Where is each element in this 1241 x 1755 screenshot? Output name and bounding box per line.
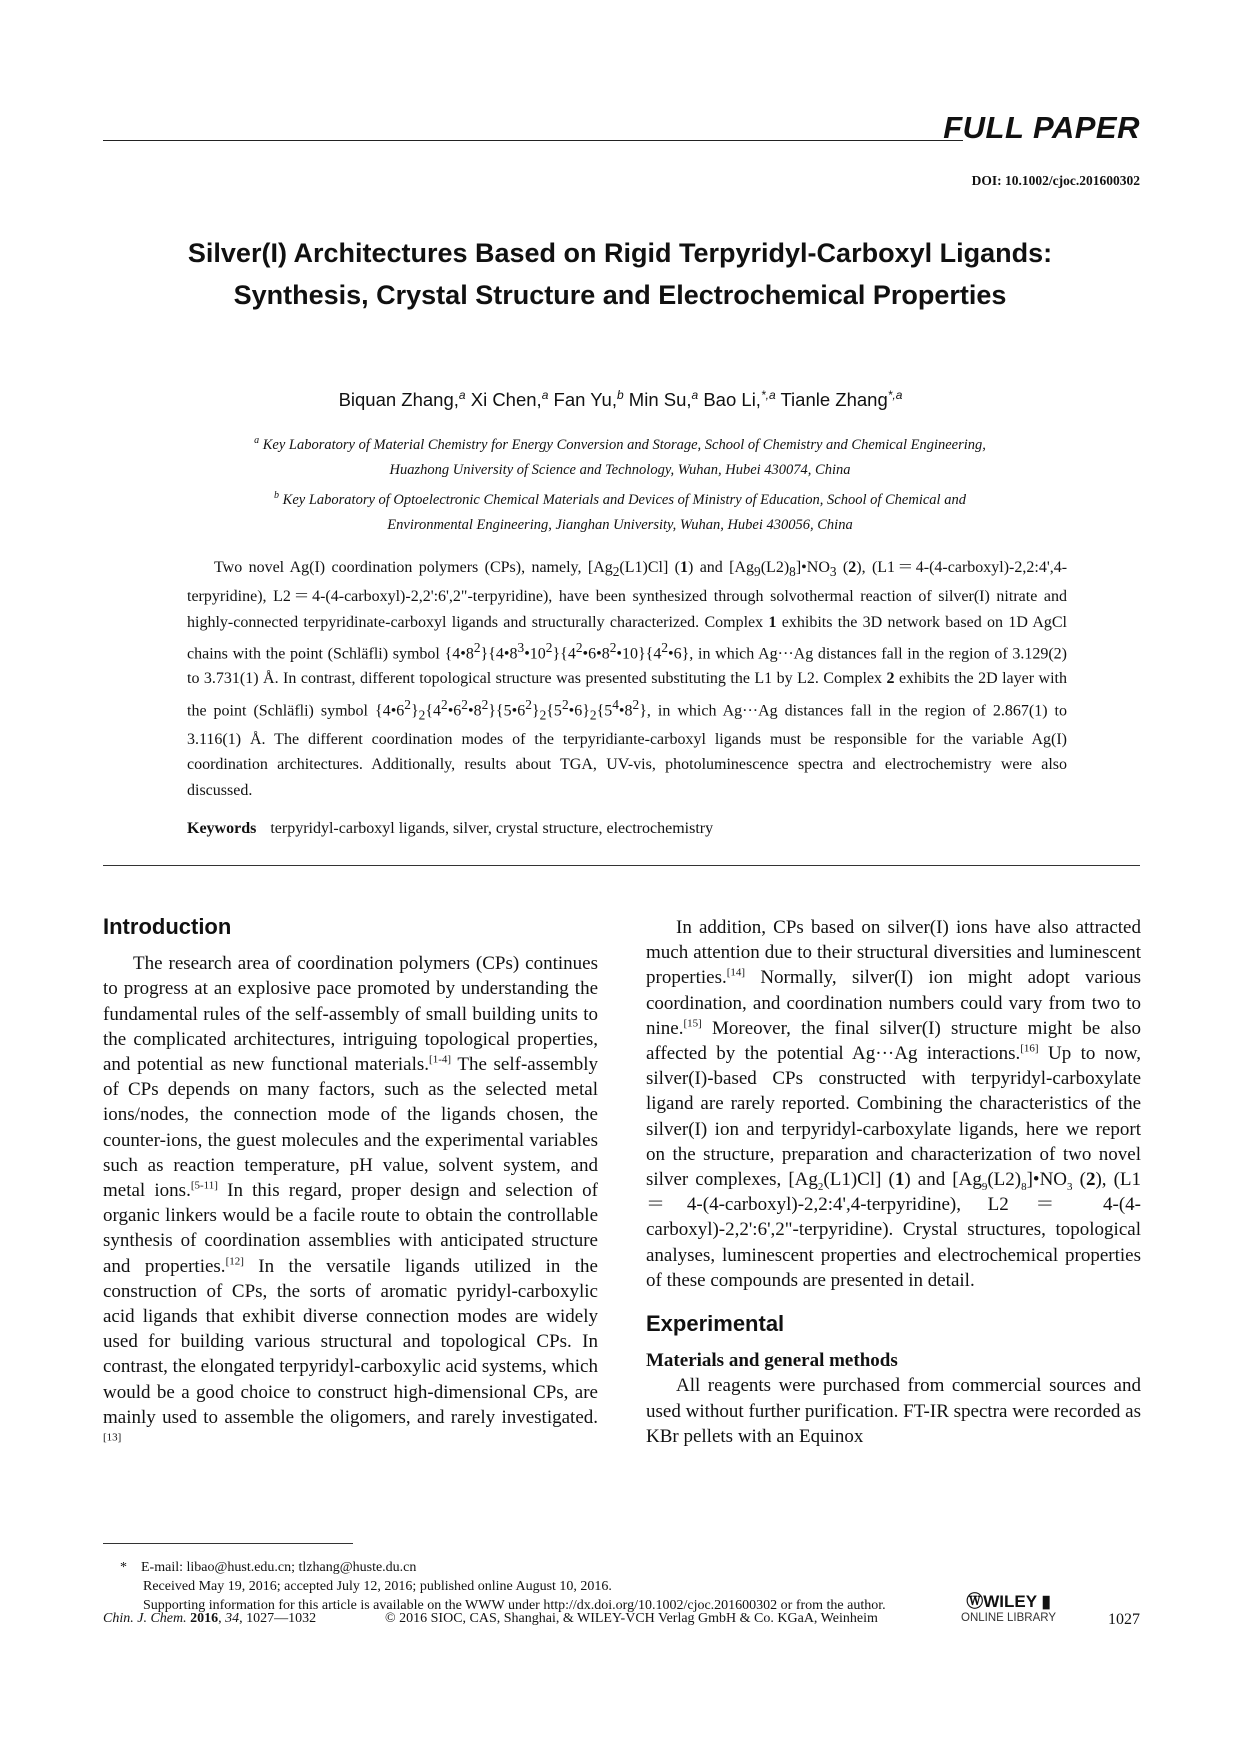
left-column <box>103 914 598 1455</box>
footnote-received: Received May 19, 2016; accepted July 12, 2016; published online August 10, 2016. <box>143 1579 612 1594</box>
wiley-logo-text: WILEY <box>983 1592 1037 1611</box>
abstract: Two novel Ag(I) coordination polymers (CPs), namely, $[Ag_2(L1)Cl]$ (1) and $[Ag_9(L2)_8]•NO_3$ (2), (L1＝4-(4-carboxyl)-2,2:4',4-terpyridine), L2＝4-(4-carboxyl)-2,2':6',2"-terpyridine), have been synthesized through solvothermal reaction of silver(I) nitrate and highly-connected terpyridinate-carboxyl ligands and structurally characterized. Complex 1 exhibits the 3D network based on 1D AgCl chains with the point (Schläfli) symbol $\{4•8^2\}\{4•8^3•10^2\}\{4^2•6•8^2•10\}\{4^2•6\}$, in which Ag···Ag distances fall in the region of 3.129(2) to 3.731(1) Å. In contrast, different topological structure was presented substituting the L1 by L2. Complex 2 exhibits the 2D layer with the point (Schläfli) symbol $\{4•6^2\}_2\{4^2•6^2•8^2\}\{5•6^2\}_2\{5^2•6\}_2\{5^4•8^2\}$, in which Ag···Ag distances fall in the region of 2.867(1) to 3.116(1) Å. The different coordination modes of the terpyridiante-carboxyl ligands must be responsible for the variable Ag(I) coordination architectures. Additionally, results about TGA, UV-vis, photoluminescence spectra and electrochemistry were also discussed. <box>187 559 1068 799</box>
experimental-paragraph-1: All reagents were purchased from commercial sources and used without further purification. FT-IR spectra were recorded as KBr pellets with an Equinox <box>646 1375 1141 1447</box>
books-icon: ▮ <box>1036 1592 1051 1611</box>
copyright: © 2016 SIOC, CAS, Shanghai, & WILEY-VCH Verlag GmbH & Co. KGaA, Weinheim <box>385 1611 878 1626</box>
footnote-supporting: Supporting information for this article is available on the WWW under http://dx.doi.org/10.1002/cjoc.201600302 or from the author. <box>143 1598 886 1613</box>
materials-subheading: Materials and general methods <box>646 1350 898 1372</box>
intro-paragraph-2: In addition, CPs based on silver(I) ions have also attracted much attention due to their structural diversities and luminescent properties.[14] Normally, silver(I) ion might adopt various coordination, and coordination numbers could vary from two to nine.[15] Moreover, the final silver(I) structure might be also affected by the potential Ag···Ag interactions.[16] Up to now, silver(I)-based CPs constructed with terpyridyl-carboxylate ligand are rarely reported. Combining the characteristics of the silver(I) ion and terpyridyl-carboxylate ligands, here we report on the structure, preparation and characterization of two novel silver complexes, $[Ag_2(L1)Cl]$ (1) and $[Ag_9(L2)_8]•NO_3$ (2), (L1＝4-(4-carboxyl)-2,2:4',4-terpyridine), L2 ＝ 4-(4-carboxyl)-2,2':6',2"-terpyridine). Crystal structures, topological analyses, luminescent properties and electrochemical properties of these compounds are presented in detail. <box>646 917 1142 1291</box>
page-number: 1027 <box>1108 1611 1140 1628</box>
footnote-star: * <box>120 1560 127 1575</box>
keywords-label: Keywords <box>187 820 257 837</box>
affiliations: $^a$ Key Laboratory of Material Chemistry for Energy Conversion and Storage, School of Chemistry and Chemical Engineering, Huazhong University of Science and Technology, Wuhan, Hubei 430074, China $^b$ Key Laboratory of Optoelectronic Chemical Materials and Devices of Ministry of Education, School of Chemical and Environmental Engineering, Jianghan University, Wuhan, Hubei 430056, China <box>254 435 986 533</box>
footnotes <box>120 1558 886 1615</box>
right-column <box>646 915 1141 1449</box>
wiley-emblem-icon: Ⓦ <box>966 1592 984 1611</box>
header-rule <box>103 140 963 141</box>
intro-paragraph-1: The research area of coordination polymers (CPs) continues to progress at an explosive pace promoted by understanding the fundamental rules of the self-assembly of small building units to the complicated architectures, intriguing topological properties, and potential as new functional materials.[1-4] The self-assembly of CPs depends on many factors, such as the selected metal ions/nodes, the connection mode of the ligands chosen, the counter-ions, the guest molecules and the experimental variables such as reaction temperature, pH value, solvent system, and metal ions.[5-11] In this regard, proper design and selection of organic linkers would be a facile route to obtain the controllable synthesis of coordination assemblies with anticipated structure and properties.[12] In the versatile ligands utilized in the construction of CPs, the sorts of aromatic pyridyl-carboxylic acid ligands that exhibit diverse connection modes are widely used for building various structural and topological CPs. In contrast, the elongated terpyridyl-carboxylic acid systems, which would be a good choice to construct high-dimensional CPs, are mainly used to assemble the oligomers, and rarely investigated.[13] <box>103 953 599 1444</box>
paper-title: Silver(I) Architectures Based on Rigid Terpyridyl-Carboxyl Ligands: Synthesis, Crystal Structure and Electrochemical Properties <box>187 238 1053 310</box>
footnote-email: E-mail: libao@hust.edu.cn; tlzhang@huste.du.cn <box>141 1560 417 1575</box>
authors: Biquan Zhang,$^a$ Xi Chen,$^a$ Fan Yu,$^b$ Min Su,$^a$ Bao Li,$^{*,a}$ Tianle Zhang$^{*,a}$ <box>338 388 903 411</box>
section-label: FULL PAPER <box>943 110 1140 145</box>
wiley-logo-subtitle: ONLINE LIBRARY <box>961 1612 1057 1624</box>
keywords <box>187 820 713 838</box>
introduction-heading: Introduction <box>103 914 232 939</box>
abstract-rule <box>103 865 1140 866</box>
footnote-rule <box>103 1543 353 1544</box>
journal-citation: Chin. J. Chem. 2016, 34, 1027—1032 <box>103 1611 317 1626</box>
wiley-logo <box>961 1587 1056 1624</box>
keywords-text: terpyridyl-carboxyl ligands, silver, crystal structure, electrochemistry <box>270 820 714 837</box>
doi: DOI: 10.1002/cjoc.201600302 <box>971 173 1140 188</box>
experimental-heading: Experimental <box>646 1311 785 1337</box>
